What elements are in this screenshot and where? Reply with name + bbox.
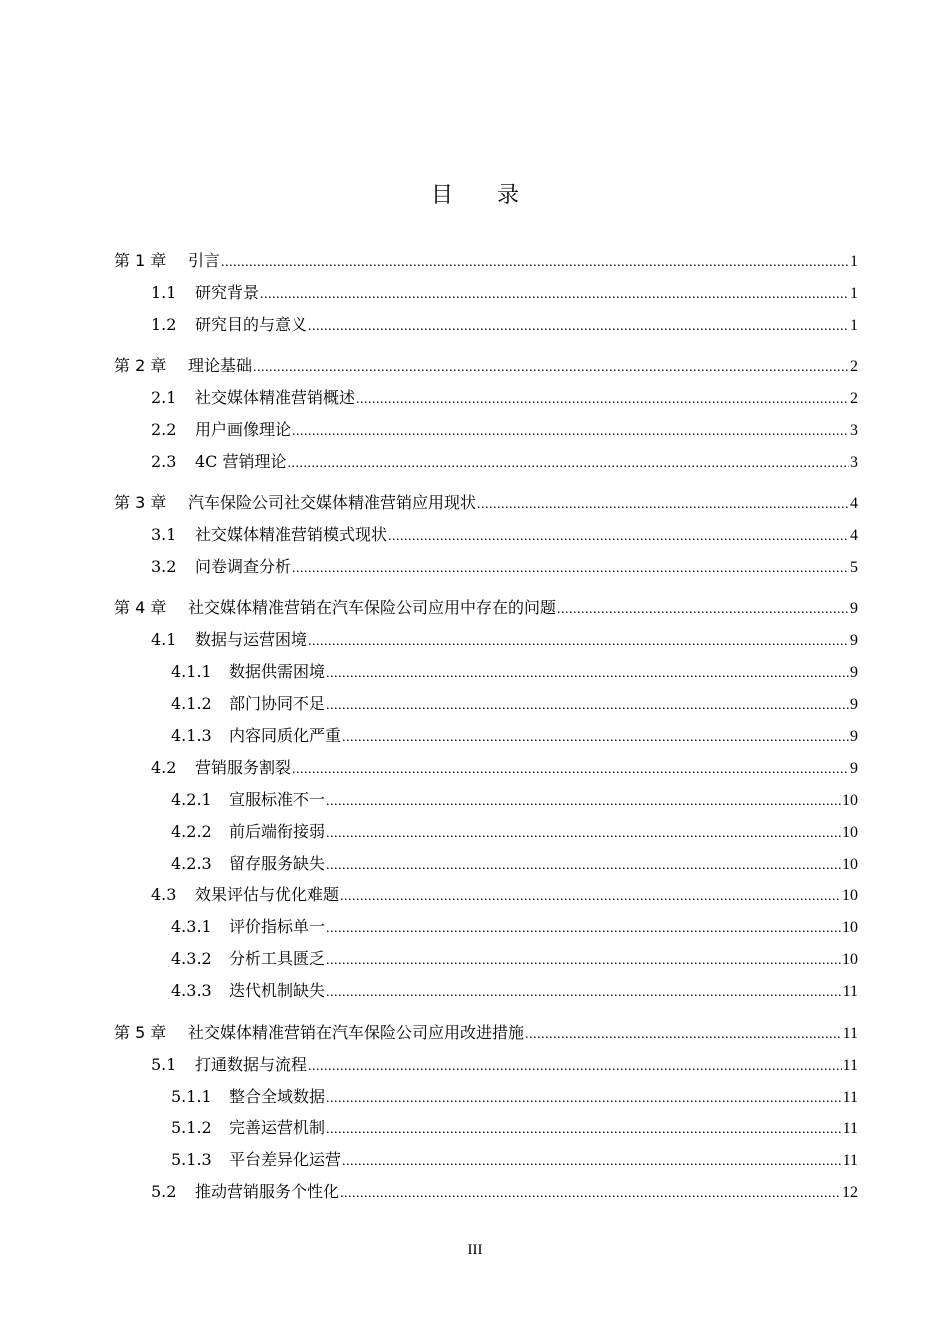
toc-entry-title: 问卷调查分析 — [195, 557, 292, 576]
toc-entry-number: 4.2.1 — [171, 790, 212, 809]
toc-dot-leader — [326, 982, 842, 1004]
toc-dot-leader — [326, 791, 841, 813]
toc-entry-title: 数据供需困境 — [229, 662, 326, 681]
toc-section-entry[interactable] — [171, 1086, 858, 1108]
toc-chapter-entry[interactable] — [114, 250, 858, 272]
toc-entry-page: 11 — [842, 1025, 858, 1042]
toc-section-entry[interactable] — [171, 980, 858, 1002]
toc-entry-page: 10 — [842, 919, 858, 936]
toc-section-entry[interactable] — [171, 693, 858, 715]
toc-entry-number: 4.2.3 — [171, 854, 212, 873]
toc-entry-page: 10 — [842, 951, 858, 968]
toc-section-entry[interactable] — [151, 1181, 858, 1203]
toc-entry-page: 2 — [850, 358, 858, 375]
toc-entry-number: 5.1.2 — [171, 1118, 212, 1137]
toc-section-entry[interactable] — [151, 757, 858, 779]
toc-entry-number: 3.2 — [151, 557, 177, 576]
page-number: III — [467, 1242, 483, 1258]
toc-entry-page: 4 — [850, 527, 858, 544]
toc-entry-page: 9 — [850, 696, 858, 713]
toc-section-entry[interactable] — [151, 884, 858, 906]
toc-section-entry[interactable] — [171, 821, 858, 843]
toc-entry-page: 4 — [850, 495, 858, 512]
toc-section-entry[interactable] — [151, 1054, 858, 1076]
toc-title-char-1: 目 — [430, 183, 453, 208]
toc-entry-number: 4.3 — [151, 885, 177, 904]
toc-entry-number: 3.1 — [151, 525, 177, 544]
toc-entry-number: 4.3.2 — [171, 949, 212, 968]
toc-entry-page: 5 — [850, 559, 858, 576]
toc-entry-page: 3 — [850, 454, 858, 471]
toc-section-entry[interactable] — [171, 1117, 858, 1139]
toc-dot-leader — [326, 918, 841, 940]
toc-dot-leader — [326, 1119, 842, 1141]
toc-entry-title: 研究目的与意义 — [195, 315, 308, 334]
toc-dot-leader — [326, 1088, 842, 1110]
toc-section-entry[interactable] — [151, 524, 858, 546]
toc-entry-title: 留存服务缺失 — [229, 854, 326, 873]
toc-entry-title: 理论基础 — [188, 356, 253, 375]
toc-entry-number: 4.2 — [151, 758, 177, 777]
toc-entry-page: 12 — [842, 1184, 858, 1201]
toc-section-entry[interactable] — [151, 387, 858, 409]
toc-dot-leader — [340, 1183, 841, 1205]
toc-entry-page: 10 — [842, 887, 858, 904]
toc-entry-number: 5.1.3 — [171, 1150, 212, 1169]
toc-entry-title: 分析工具匮乏 — [229, 949, 326, 968]
toc-section-entry[interactable] — [171, 948, 858, 970]
toc-dot-leader — [326, 695, 849, 717]
toc-dot-leader — [326, 663, 849, 685]
toc-entry-page: 11 — [842, 983, 858, 1000]
toc-dot-leader — [477, 494, 849, 516]
toc-section-entry[interactable] — [151, 314, 858, 336]
toc-entry-title: 社交媒体精准营销概述 — [195, 388, 356, 407]
toc-entry-page: 10 — [842, 824, 858, 841]
toc-dot-leader — [326, 823, 841, 845]
toc-dot-leader — [260, 284, 849, 306]
toc-entry-number: 第 2 章 — [114, 356, 167, 375]
toc-entry-page: 11 — [842, 1089, 858, 1106]
toc-entry-page: 9 — [850, 632, 858, 649]
toc-entry-number: 5.2 — [151, 1182, 177, 1201]
toc-section-entry[interactable] — [151, 556, 858, 578]
toc-entry-number: 第 5 章 — [114, 1023, 167, 1042]
toc-entry-number: 5.1 — [151, 1055, 177, 1074]
toc-entry-page: 1 — [850, 317, 858, 334]
toc-entry-number: 4.1 — [151, 630, 177, 649]
toc-dot-leader — [221, 252, 849, 274]
toc-entry-page: 11 — [842, 1120, 858, 1137]
toc-entry-number: 4.1.1 — [171, 662, 212, 681]
toc-section-entry[interactable] — [171, 661, 858, 683]
toc-title-char-2: 录 — [497, 183, 520, 208]
toc-entry-page: 9 — [850, 664, 858, 681]
toc-entry-page: 1 — [850, 253, 858, 270]
toc-dot-leader — [253, 357, 849, 379]
toc-entry-number: 5.1.1 — [171, 1087, 212, 1106]
toc-dot-leader — [292, 421, 849, 443]
toc-chapter-entry[interactable] — [114, 1022, 858, 1044]
toc-entry-page: 3 — [850, 422, 858, 439]
toc-dot-leader — [342, 727, 849, 749]
toc-entry-page: 2 — [850, 390, 858, 407]
toc-entry-number: 4.2.2 — [171, 822, 212, 841]
toc-section-entry[interactable] — [171, 1149, 858, 1171]
toc-entry-page: 9 — [850, 728, 858, 745]
toc-chapter-entry[interactable] — [114, 355, 858, 377]
toc-entry-title: 前后端衔接弱 — [229, 822, 326, 841]
toc-dot-leader — [342, 1151, 842, 1173]
toc-section-entry[interactable] — [171, 853, 858, 875]
toc-dot-leader — [388, 526, 849, 548]
toc-dot-leader — [525, 1024, 842, 1046]
toc-entry-number: 2.2 — [151, 420, 177, 439]
toc-entry-page: 9 — [850, 600, 858, 617]
toc-entry-title: 评价指标单一 — [229, 917, 326, 936]
toc-chapter-entry[interactable] — [114, 597, 858, 619]
toc-dot-leader — [326, 950, 841, 972]
toc-dot-leader — [340, 886, 841, 908]
toc-title — [0, 178, 950, 209]
toc-dot-leader — [308, 631, 849, 653]
toc-dot-leader — [557, 599, 849, 621]
toc-entry-number: 4.1.2 — [171, 694, 212, 713]
toc-chapter-entry[interactable] — [114, 492, 858, 514]
toc-entry-number: 4.3.1 — [171, 917, 212, 936]
toc-section-entry[interactable] — [151, 629, 858, 651]
toc-entry-page: 11 — [842, 1152, 858, 1169]
toc-entry-title: 营销服务割裂 — [195, 758, 292, 777]
toc-entry-title: 打通数据与流程 — [195, 1055, 308, 1074]
toc-entry-number: 第 4 章 — [114, 598, 167, 617]
toc-entry-page: 1 — [850, 285, 858, 302]
toc-entry-title: 研究背景 — [195, 283, 260, 302]
toc-entry-title: 汽车保险公司社交媒体精准营销应用现状 — [188, 493, 477, 512]
toc-section-entry[interactable] — [151, 419, 858, 441]
toc-entry-number: 2.3 — [151, 452, 177, 471]
toc-entry-title: 效果评估与优化难题 — [195, 885, 340, 904]
toc-entry-page: 11 — [842, 1057, 858, 1074]
toc-dot-leader — [326, 855, 841, 877]
toc-entry-title: 社交媒体精准营销在汽车保险公司应用改进措施 — [188, 1023, 525, 1042]
toc-entry-number: 1.2 — [151, 315, 177, 334]
toc-dot-leader — [308, 316, 849, 338]
toc-entry-page: 10 — [842, 792, 858, 809]
toc-entry-title: 引言 — [188, 251, 221, 270]
toc-entry-title: 完善运营机制 — [229, 1118, 326, 1137]
toc-entry-title: 用户画像理论 — [195, 420, 292, 439]
toc-section-entry[interactable] — [171, 789, 858, 811]
toc-entry-number: 2.1 — [151, 388, 177, 407]
toc-section-entry[interactable] — [151, 282, 858, 304]
toc-dot-leader — [288, 453, 849, 475]
toc-dot-leader — [308, 1056, 842, 1078]
toc-entry-page: 10 — [842, 856, 858, 873]
toc-entry-number: 4.3.3 — [171, 981, 212, 1000]
toc-entry-number: 第 3 章 — [114, 493, 167, 512]
toc-entry-number: 第 1 章 — [114, 251, 167, 270]
toc-entry-title: 推动营销服务个性化 — [195, 1182, 340, 1201]
toc-section-entry[interactable] — [171, 725, 858, 747]
toc-entry-title: 4C 营销理论 — [195, 452, 287, 471]
toc-entry-title: 部门协同不足 — [229, 694, 326, 713]
toc-dot-leader — [356, 389, 849, 411]
toc-entry-title: 内容同质化严重 — [229, 726, 342, 745]
toc-section-entry[interactable] — [151, 451, 858, 473]
toc-entry-title: 社交媒体精准营销模式现状 — [195, 525, 388, 544]
toc-entry-title: 平台差异化运营 — [229, 1150, 342, 1169]
toc-entry-number: 4.1.3 — [171, 726, 212, 745]
toc-section-entry[interactable] — [171, 916, 858, 938]
toc-entry-title: 迭代机制缺失 — [229, 981, 326, 1000]
toc-entry-title: 宣服标准不一 — [229, 790, 326, 809]
toc-entry-title: 数据与运营困境 — [195, 630, 308, 649]
toc-dot-leader — [292, 759, 849, 781]
toc-entry-page: 9 — [850, 760, 858, 777]
toc-entry-title: 社交媒体精准营销在汽车保险公司应用中存在的问题 — [188, 598, 557, 617]
toc-dot-leader — [292, 558, 849, 580]
toc-entry-title: 整合全域数据 — [229, 1087, 326, 1106]
toc-entry-number: 1.1 — [151, 283, 177, 302]
